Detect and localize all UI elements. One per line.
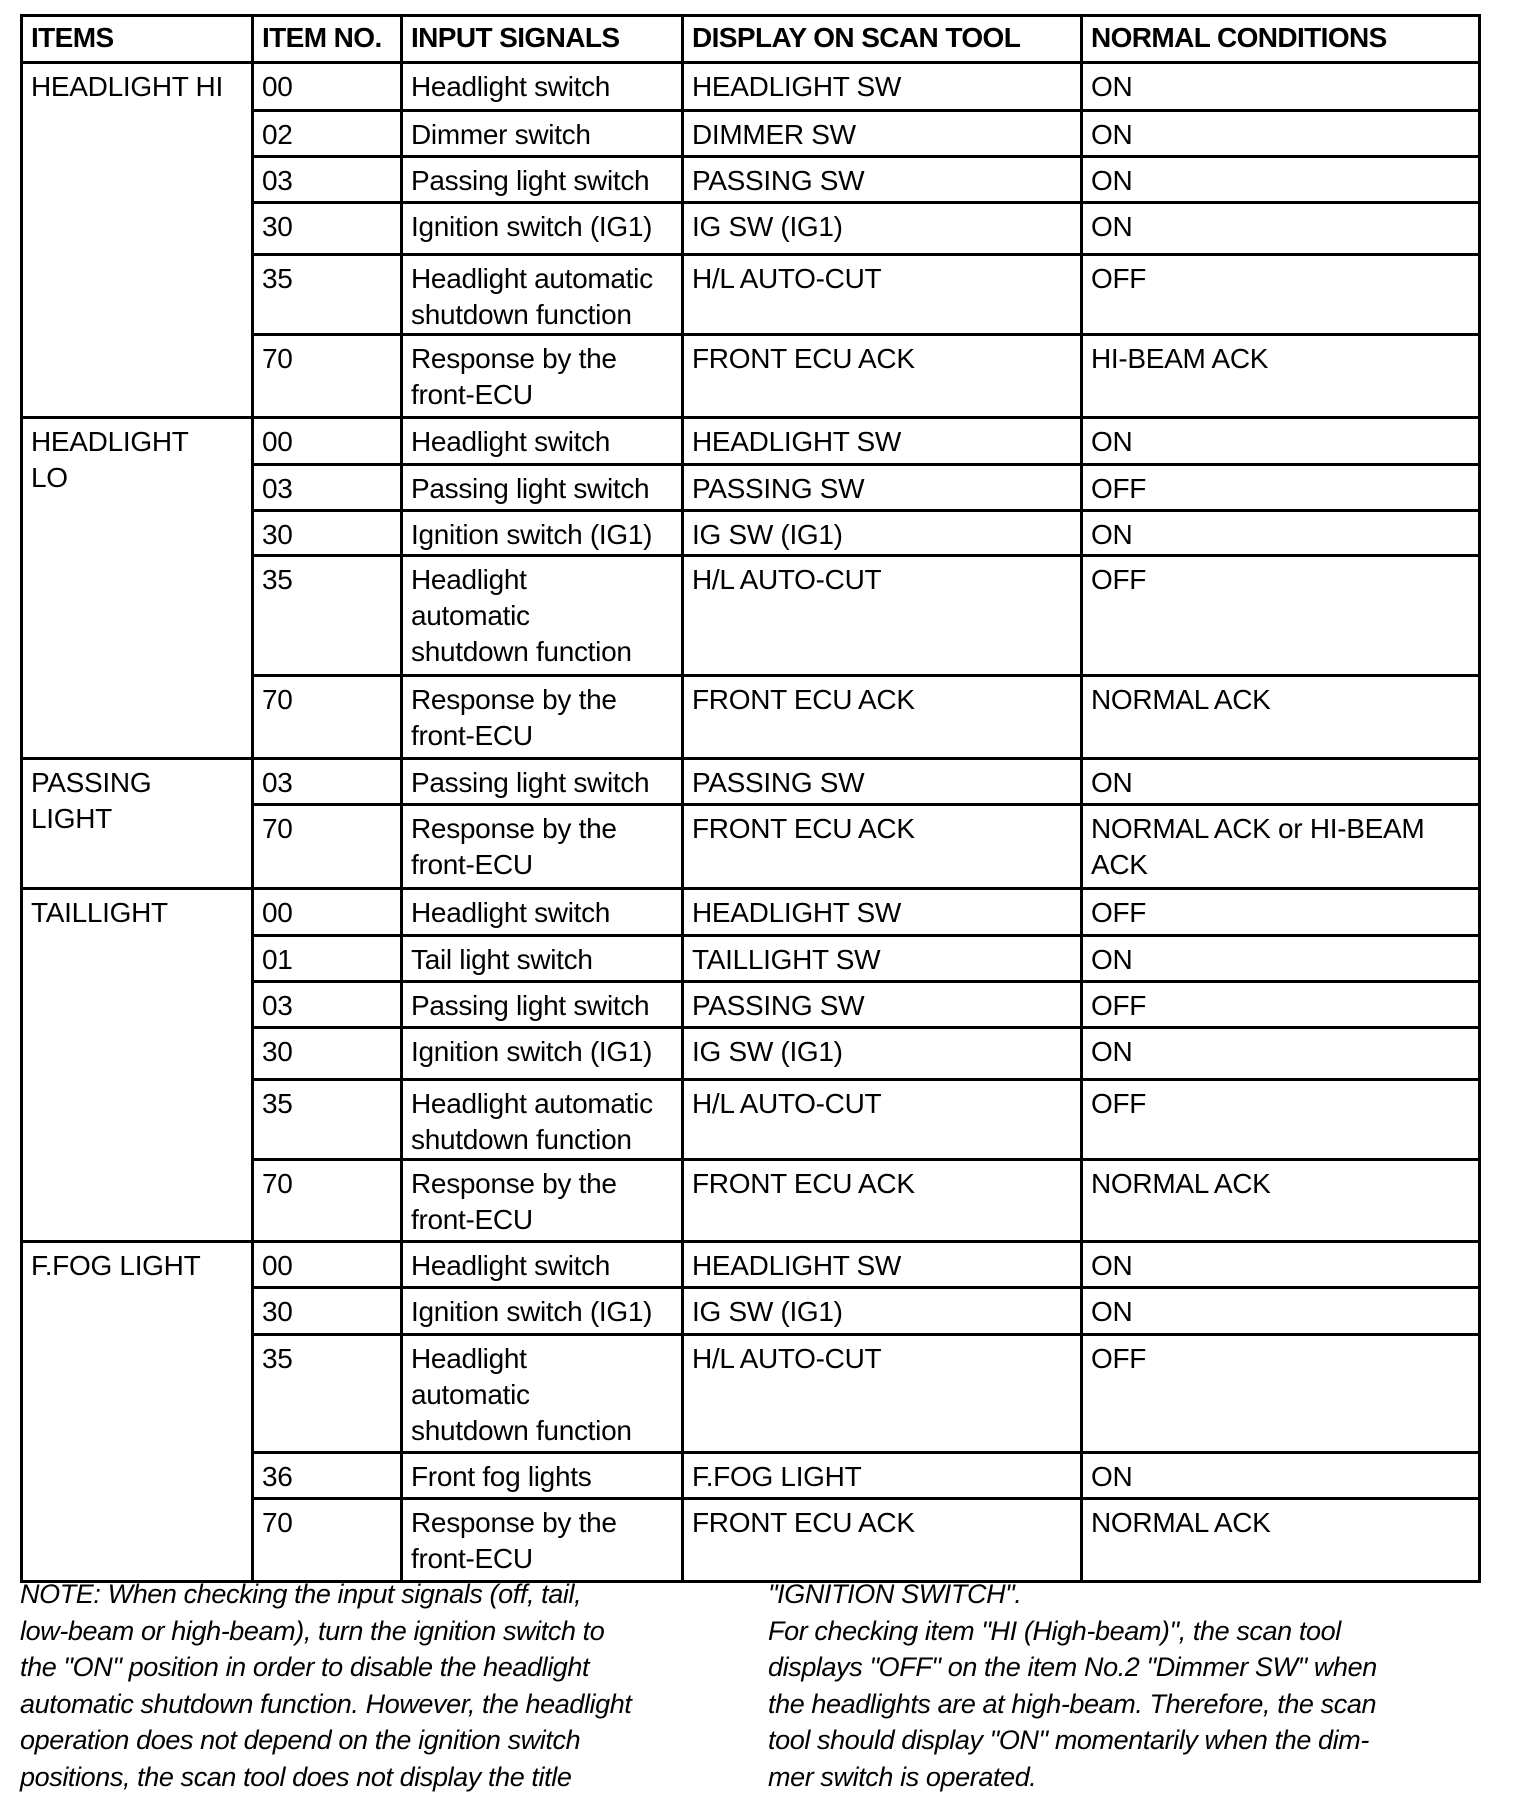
scan-tool-display-cell: HEADLIGHT SW — [683, 889, 1082, 936]
item-number-cell: 30 — [253, 1288, 402, 1335]
item-group-name: TAILLIGHT — [22, 889, 253, 1242]
normal-condition-cell: OFF — [1082, 465, 1480, 511]
normal-condition-cell: ON — [1082, 759, 1480, 805]
normal-condition-cell: NORMAL ACK or HI-BEAM ACK — [1082, 805, 1480, 889]
item-number-cell: 01 — [253, 936, 402, 982]
input-signal-cell: Response by the front-ECU — [402, 676, 683, 759]
normal-condition-cell: ON — [1082, 1453, 1480, 1499]
item-number-cell: 70 — [253, 676, 402, 759]
scan-tool-display-cell: H/L AUTO-CUT — [683, 556, 1082, 676]
note-left-column — [20, 1576, 740, 1796]
input-signal-cell: Headlight switch — [402, 1242, 683, 1288]
scan-tool-display-cell: DIMMER SW — [683, 111, 1082, 157]
table-row — [22, 418, 1480, 465]
input-signal-cell: Ignition switch (IG1) — [402, 1288, 683, 1335]
normal-condition-cell: OFF — [1082, 982, 1480, 1028]
input-signal-cell: Passing light switch — [402, 157, 683, 203]
input-signal-cell: Headlight automatic shutdown function — [402, 1335, 683, 1453]
item-number-cell: 70 — [253, 1499, 402, 1582]
input-signal-cell: Dimmer switch — [402, 111, 683, 157]
input-signal-cell: Response by the front-ECU — [402, 335, 683, 418]
input-signal-cell: Passing light switch — [402, 759, 683, 805]
scan-tool-display-cell: PASSING SW — [683, 157, 1082, 203]
input-signal-cell: Ignition switch (IG1) — [402, 511, 683, 556]
normal-condition-cell: ON — [1082, 418, 1480, 465]
table-row — [22, 1242, 1480, 1288]
header-normal-conditions: NORMAL CONDITIONS — [1082, 16, 1480, 63]
input-signal-cell: Response by the front-ECU — [402, 805, 683, 889]
input-signal-cell: Response by the front-ECU — [402, 1160, 683, 1242]
scan-tool-display-cell: IG SW (IG1) — [683, 1288, 1082, 1335]
input-signal-cell: Passing light switch — [402, 982, 683, 1028]
item-group-name: PASSING LIGHT — [22, 759, 253, 889]
note-line: positions, the scan tool does not display the title — [20, 1761, 572, 1792]
item-number-cell: 35 — [253, 255, 402, 335]
scan-tool-display-cell: FRONT ECU ACK — [683, 1160, 1082, 1242]
scan-tool-display-cell: FRONT ECU ACK — [683, 335, 1082, 418]
item-number-cell: 00 — [253, 418, 402, 465]
table-row — [22, 889, 1480, 936]
normal-condition-cell: HI-BEAM ACK — [1082, 335, 1480, 418]
normal-condition-cell: ON — [1082, 63, 1480, 111]
item-number-cell: 70 — [253, 335, 402, 418]
item-number-cell: 02 — [253, 111, 402, 157]
item-number-cell: 35 — [253, 1335, 402, 1453]
note-line: the "ON" position in order to disable the headlight — [20, 1652, 590, 1683]
note-line: operation does not depend on the ignition switch — [20, 1725, 581, 1756]
item-number-cell: 03 — [253, 982, 402, 1028]
input-signal-cell: Response by the front-ECU — [402, 1499, 683, 1582]
item-number-cell: 00 — [253, 63, 402, 111]
input-signal-cell: Headlight switch — [402, 889, 683, 936]
table-body — [22, 63, 1480, 1582]
item-number-cell: 70 — [253, 1160, 402, 1242]
normal-condition-cell: ON — [1082, 511, 1480, 556]
scan-tool-display-cell: IG SW (IG1) — [683, 511, 1082, 556]
input-signal-cell: Tail light switch — [402, 936, 683, 982]
note-line: mer switch is operated. — [768, 1761, 1037, 1792]
normal-condition-cell: NORMAL ACK — [1082, 1160, 1480, 1242]
note-line: "IGNITION SWITCH". — [768, 1579, 1022, 1609]
scan-tool-display-cell: FRONT ECU ACK — [683, 805, 1082, 889]
item-number-cell: 03 — [253, 157, 402, 203]
note-line: tool should display "ON" momentarily when the dim- — [768, 1725, 1369, 1756]
normal-condition-cell: NORMAL ACK — [1082, 1499, 1480, 1582]
normal-condition-cell: ON — [1082, 203, 1480, 255]
header-display-on-scan-tool: DISPLAY ON SCAN TOOL — [683, 16, 1082, 63]
note-line: low-beam or high-beam), turn the ignition switch to — [20, 1615, 605, 1646]
scan-tool-display-cell: F.FOG LIGHT — [683, 1453, 1082, 1499]
item-number-cell: 30 — [253, 511, 402, 556]
scan-tool-display-cell: H/L AUTO-CUT — [683, 255, 1082, 335]
normal-condition-cell: ON — [1082, 1028, 1480, 1080]
input-signal-cell: Headlight automatic shutdown function — [402, 1080, 683, 1160]
input-signal-table — [20, 14, 1481, 1583]
scan-tool-display-cell: IG SW (IG1) — [683, 203, 1082, 255]
input-signal-cell: Headlight automatic shutdown function — [402, 255, 683, 335]
item-group-name: HEADLIGHT LO — [22, 418, 253, 759]
input-signal-cell: Front fog lights — [402, 1453, 683, 1499]
scan-tool-display-cell: H/L AUTO-CUT — [683, 1080, 1082, 1160]
input-signal-cell: Ignition switch (IG1) — [402, 203, 683, 255]
item-number-cell: 03 — [253, 759, 402, 805]
scan-tool-display-cell: FRONT ECU ACK — [683, 676, 1082, 759]
scan-tool-display-cell: FRONT ECU ACK — [683, 1499, 1082, 1582]
note-line: the headlights are at high-beam. Therefore, the scan — [768, 1688, 1377, 1719]
item-number-cell: 00 — [253, 889, 402, 936]
note-line: automatic shutdown function. However, the headlight — [20, 1688, 632, 1719]
item-number-cell: 36 — [253, 1453, 402, 1499]
item-number-cell: 30 — [253, 203, 402, 255]
scan-tool-display-cell: HEADLIGHT SW — [683, 63, 1082, 111]
header-input-signals: INPUT SIGNALS — [402, 16, 683, 63]
normal-condition-cell: OFF — [1082, 556, 1480, 676]
scan-tool-display-cell: PASSING SW — [683, 982, 1082, 1028]
scan-tool-display-cell: HEADLIGHT SW — [683, 1242, 1082, 1288]
item-number-cell: 70 — [253, 805, 402, 889]
input-signal-cell: Ignition switch (IG1) — [402, 1028, 683, 1080]
normal-condition-cell: OFF — [1082, 1080, 1480, 1160]
normal-condition-cell: OFF — [1082, 889, 1480, 936]
normal-condition-cell: ON — [1082, 1242, 1480, 1288]
item-group-name: HEADLIGHT HI — [22, 63, 253, 418]
normal-condition-cell: OFF — [1082, 1335, 1480, 1453]
table-header-row — [22, 16, 1480, 63]
normal-condition-cell: ON — [1082, 157, 1480, 203]
input-signal-cell: Headlight switch — [402, 418, 683, 465]
table-row — [22, 63, 1480, 111]
scan-tool-display-cell: H/L AUTO-CUT — [683, 1335, 1082, 1453]
normal-condition-cell: NORMAL ACK — [1082, 676, 1480, 759]
input-signal-cell: Headlight automatic shutdown function — [402, 556, 683, 676]
scan-tool-display-cell: PASSING SW — [683, 465, 1082, 511]
normal-condition-cell: OFF — [1082, 255, 1480, 335]
scan-tool-display-cell: PASSING SW — [683, 759, 1082, 805]
header-item-no: ITEM NO. — [253, 16, 402, 63]
note-line: For checking item "HI (High-beam)", the scan tool — [768, 1615, 1341, 1646]
header-items: ITEMS — [22, 16, 253, 63]
normal-condition-cell: ON — [1082, 936, 1480, 982]
normal-condition-cell: ON — [1082, 111, 1480, 157]
note-line: NOTE: When checking the input signals (off, tail, — [20, 1579, 582, 1609]
scan-tool-display-cell: IG SW (IG1) — [683, 1028, 1082, 1080]
note-line: displays "OFF" on the item No.2 "Dimmer SW" when — [768, 1652, 1377, 1683]
item-number-cell: 03 — [253, 465, 402, 511]
normal-condition-cell: ON — [1082, 1288, 1480, 1335]
note-right-column — [768, 1576, 1508, 1796]
item-group-name: F.FOG LIGHT — [22, 1242, 253, 1582]
scan-tool-display-cell: HEADLIGHT SW — [683, 418, 1082, 465]
item-number-cell: 00 — [253, 1242, 402, 1288]
item-number-cell: 35 — [253, 1080, 402, 1160]
table-row — [22, 759, 1480, 805]
scan-tool-display-cell: TAILLIGHT SW — [683, 936, 1082, 982]
input-signal-cell: Headlight switch — [402, 63, 683, 111]
input-signal-cell: Passing light switch — [402, 465, 683, 511]
item-number-cell: 30 — [253, 1028, 402, 1080]
item-number-cell: 35 — [253, 556, 402, 676]
